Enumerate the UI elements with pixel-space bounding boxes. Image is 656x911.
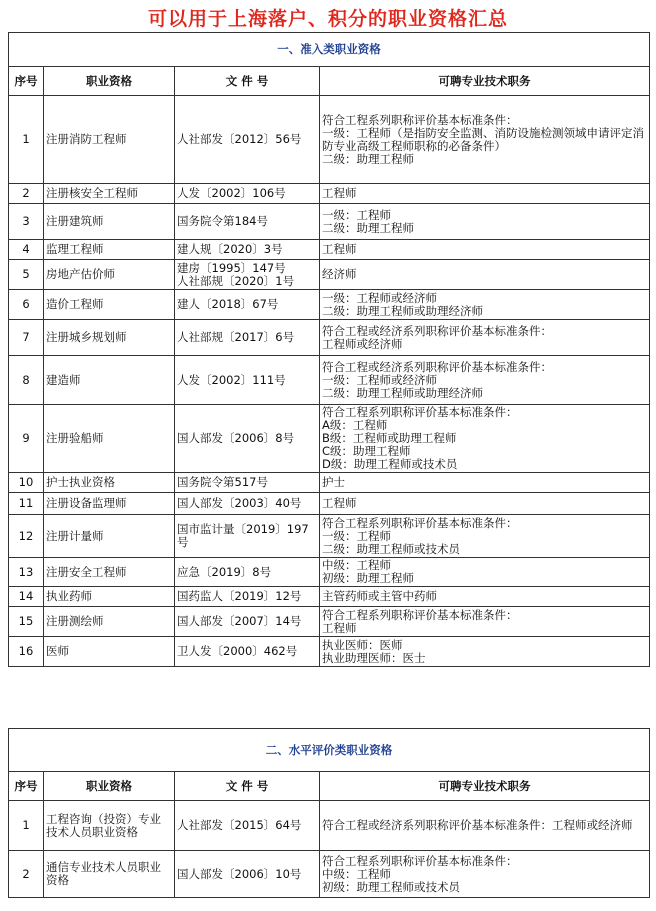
table-row xyxy=(9,851,650,898)
position-line: 符合工程系列职称评价基本标准条件： xyxy=(322,405,518,419)
section-title: 一、准入类职业资格 xyxy=(9,33,650,67)
row-number: 15 xyxy=(9,607,44,637)
row-number: 1 xyxy=(9,801,44,851)
document-number: 人发〔2002〕106号 xyxy=(175,184,320,204)
position-line: 二级：助理工程师或技术员 xyxy=(322,541,460,556)
document-number: 建人规〔2020〕3号 xyxy=(175,240,320,260)
position-line: 中级：工程师 xyxy=(322,866,391,881)
row-number: 6 xyxy=(9,290,44,320)
qualification-name: 护士执业资格 xyxy=(44,473,175,493)
header-name: 职业资格 xyxy=(44,772,175,801)
position-line: 一级：工程师或经济师 xyxy=(322,290,437,305)
qualification-name: 监理工程师 xyxy=(44,240,175,260)
document-number: 国市监计量〔2019〕197号 xyxy=(175,515,320,558)
table-row xyxy=(9,587,650,607)
position-line: 主管药师或主管中药师 xyxy=(322,589,437,603)
qualification-name: 注册计量师 xyxy=(44,515,175,558)
position-line: B级：工程师或助理工程师 xyxy=(322,431,457,445)
position-line: 符合工程系列职称评价基本标准条件： xyxy=(322,515,518,530)
table-row xyxy=(9,96,650,184)
position-title xyxy=(320,558,650,587)
row-number: 16 xyxy=(9,637,44,667)
row-number: 7 xyxy=(9,320,44,356)
position-title xyxy=(320,96,650,184)
position-title xyxy=(320,290,650,320)
position-line: 护士 xyxy=(322,475,345,489)
qualification-name: 注册建筑师 xyxy=(44,204,175,240)
position-line: 二级：助理工程师 xyxy=(322,220,414,235)
position-title xyxy=(320,204,650,240)
position-line: D级：助理工程师或技术员 xyxy=(322,457,458,471)
position-line: 一级：工程师（是指防安全监测、消防设施检测领域申请评定消防专业高级工程师职称的必备条件） xyxy=(322,125,644,153)
position-title xyxy=(320,473,650,493)
position-title xyxy=(320,637,650,667)
qualification-name: 医师 xyxy=(44,637,175,667)
document-number: 国人部发〔2006〕8号 xyxy=(175,405,320,473)
position-title xyxy=(320,493,650,515)
position-title xyxy=(320,801,650,851)
position-line: 一级：工程师或经济师 xyxy=(322,372,437,387)
qualification-name: 造价工程师 xyxy=(44,290,175,320)
document-number: 国务院令第184号 xyxy=(175,204,320,240)
position-line: 初级：助理工程师或技术员 xyxy=(322,879,460,894)
table-row xyxy=(9,607,650,637)
table-row xyxy=(9,184,650,204)
qualification-name: 建造师 xyxy=(44,356,175,405)
qualification-name: 注册核安全工程师 xyxy=(44,184,175,204)
qualification-name: 注册城乡规划师 xyxy=(44,320,175,356)
document-number: 建房〔1995〕147号 人社部规〔2020〕1号 xyxy=(175,260,320,290)
position-title xyxy=(320,587,650,607)
qualification-name: 注册设备监理师 xyxy=(44,493,175,515)
position-title xyxy=(320,405,650,473)
position-line: 符合工程系列职称评价基本标准条件： xyxy=(322,607,518,622)
table-row xyxy=(9,637,650,667)
row-number: 2 xyxy=(9,851,44,898)
table-row xyxy=(9,493,650,515)
qualification-name: 注册消防工程师 xyxy=(44,96,175,184)
position-line: 符合工程或经济系列职称评价基本标准条件：工程师或经济师 xyxy=(322,818,633,832)
qualification-name: 注册安全工程师 xyxy=(44,558,175,587)
row-number: 3 xyxy=(9,204,44,240)
table-row xyxy=(9,801,650,851)
page-title: 可以用于上海落户、积分的职业资格汇总 xyxy=(147,8,508,30)
row-number: 8 xyxy=(9,356,44,405)
position-line: 二级：助理工程师或助理经济师 xyxy=(322,303,483,318)
position-line: 初级：助理工程师 xyxy=(322,571,414,585)
header-pos: 可聘专业技术职务 xyxy=(320,772,650,801)
document-number: 国务院令第517号 xyxy=(175,473,320,493)
qualification-name: 执业药师 xyxy=(44,587,175,607)
position-line: 工程师或经济师 xyxy=(322,336,403,351)
table-row xyxy=(9,320,650,356)
row-number: 2 xyxy=(9,184,44,204)
table-row xyxy=(9,240,650,260)
document-number: 卫人发〔2000〕462号 xyxy=(175,637,320,667)
row-number: 12 xyxy=(9,515,44,558)
document-number: 国药监人〔2019〕12号 xyxy=(175,587,320,607)
row-number: 5 xyxy=(9,260,44,290)
position-line: 中级：工程师 xyxy=(322,558,391,572)
row-number: 11 xyxy=(9,493,44,515)
position-line: 一级：工程师 xyxy=(322,207,391,222)
header-no: 序号 xyxy=(9,67,44,96)
row-number: 10 xyxy=(9,473,44,493)
position-title xyxy=(320,851,650,898)
header-no: 序号 xyxy=(9,772,44,801)
header-doc: 文 件 号 xyxy=(175,772,320,801)
document-number: 人社部发〔2015〕64号 xyxy=(175,801,320,851)
position-line: 执业助理医师：医士 xyxy=(322,650,426,665)
document-number: 建人〔2018〕67号 xyxy=(175,290,320,320)
qualification-name: 房地产估价师 xyxy=(44,260,175,290)
position-line: 经济师 xyxy=(322,267,357,281)
row-number: 9 xyxy=(9,405,44,473)
position-title xyxy=(320,320,650,356)
document-number: 国人部发〔2003〕40号 xyxy=(175,493,320,515)
header-name: 职业资格 xyxy=(44,67,175,96)
position-line: 工程师 xyxy=(322,620,357,635)
position-line: 二级：助理工程师或助理经济师 xyxy=(322,385,483,400)
position-line: 符合工程系列职称评价基本标准条件： xyxy=(322,853,518,868)
table-row xyxy=(9,204,650,240)
document-number: 国人部发〔2006〕10号 xyxy=(175,851,320,898)
table-row xyxy=(9,260,650,290)
document-number: 人发〔2002〕111号 xyxy=(175,356,320,405)
document-number: 国人部发〔2007〕14号 xyxy=(175,607,320,637)
position-line: 工程师 xyxy=(322,242,357,256)
position-line: 符合工程或经济系列职称评价基本标准条件： xyxy=(322,359,552,374)
table-row xyxy=(9,515,650,558)
position-line: 符合工程系列职称评价基本标准条件： xyxy=(322,112,518,127)
position-line: 工程师 xyxy=(322,186,357,200)
header-pos: 可聘专业技术职务 xyxy=(320,67,650,96)
row-number: 14 xyxy=(9,587,44,607)
row-number: 4 xyxy=(9,240,44,260)
table-row xyxy=(9,290,650,320)
access-qualification-table xyxy=(8,32,650,667)
position-title xyxy=(320,356,650,405)
position-title xyxy=(320,184,650,204)
position-line: 二级：助理工程师 xyxy=(322,151,414,166)
row-number: 13 xyxy=(9,558,44,587)
table-row xyxy=(9,558,650,587)
document-number: 人社部发〔2012〕56号 xyxy=(175,96,320,184)
section-title: 二、水平评价类职业资格 xyxy=(9,729,650,772)
position-title xyxy=(320,515,650,558)
position-title xyxy=(320,260,650,290)
position-line: 工程师 xyxy=(322,496,357,510)
position-line: A级：工程师 xyxy=(322,418,388,432)
header-doc: 文 件 号 xyxy=(175,67,320,96)
document-number: 应急〔2019〕8号 xyxy=(175,558,320,587)
qualification-name: 通信专业技术人员职业资格 xyxy=(44,851,175,898)
table-row xyxy=(9,405,650,473)
position-line: C级：助理工程师 xyxy=(322,444,411,458)
position-line: 一级：工程师 xyxy=(322,528,391,543)
table-row xyxy=(9,473,650,493)
document-number: 人社部规〔2017〕6号 xyxy=(175,320,320,356)
level-evaluation-table xyxy=(8,728,650,898)
qualification-name: 注册测绘师 xyxy=(44,607,175,637)
position-title xyxy=(320,607,650,637)
row-number: 1 xyxy=(9,96,44,184)
table-row xyxy=(9,356,650,405)
position-title xyxy=(320,240,650,260)
qualification-name: 注册验船师 xyxy=(44,405,175,473)
qualification-name: 工程咨询（投资）专业技术人员职业资格 xyxy=(44,801,175,851)
position-line: 符合工程或经济系列职称评价基本标准条件： xyxy=(322,323,552,338)
position-line: 执业医师：医师 xyxy=(322,637,403,652)
